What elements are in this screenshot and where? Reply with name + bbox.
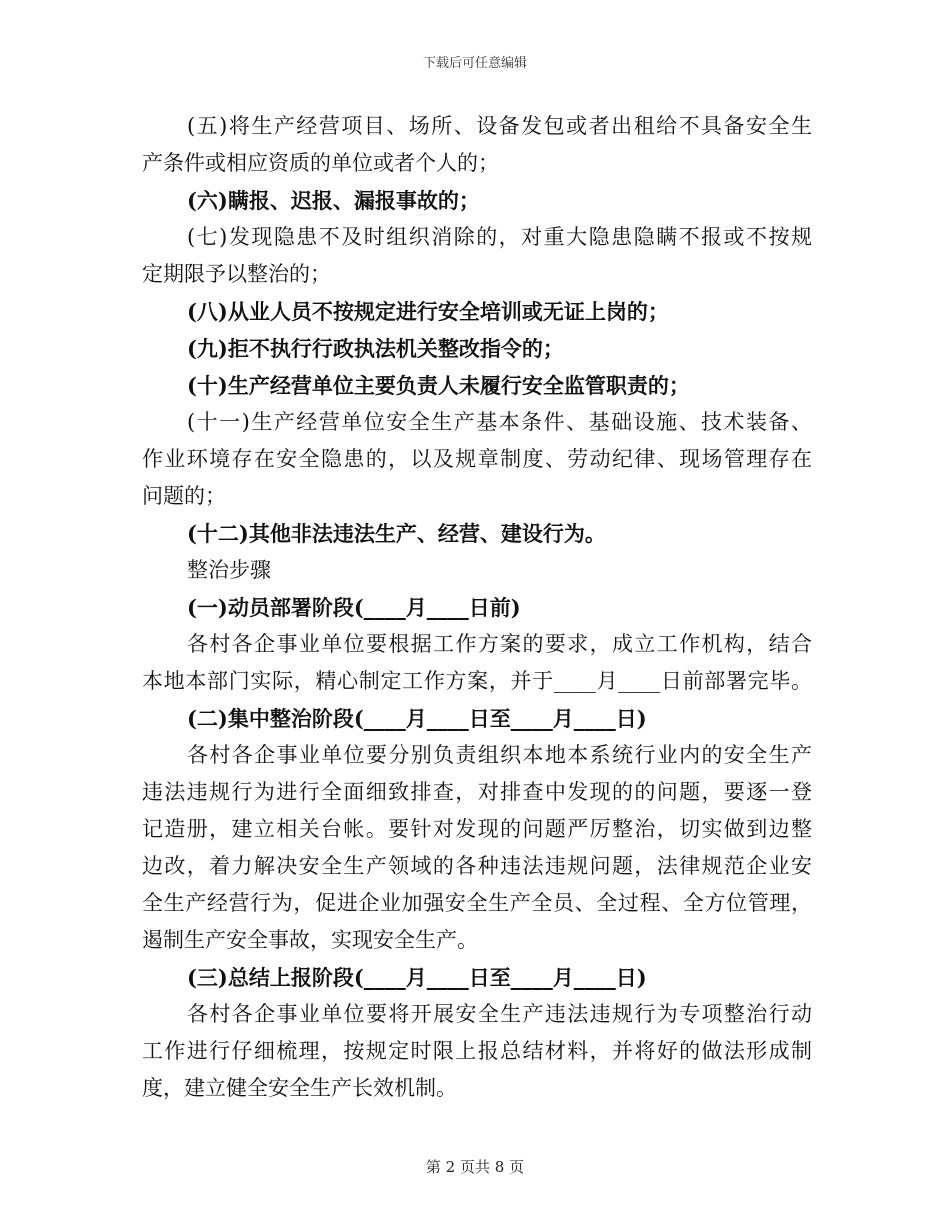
stage-heading: (二)集中整治阶段(____月____日至____月____日) bbox=[187, 706, 647, 731]
paragraph-line: 工作进行仔细梳理，按规定时限上报总结材料，并将好的做法形成制 bbox=[142, 1039, 812, 1063]
paragraph-line: 全生产经营行为，促进企业加强安全生产全员、全过程、全方位管理， bbox=[142, 891, 812, 915]
list-item: (十)生产经营单位主要负责人未履行安全监管职责的； bbox=[187, 373, 690, 398]
paragraph-line: 遏制生产安全事故，实现安全生产。 bbox=[142, 928, 478, 952]
paragraph-line: (五)将生产经营项目、场所、设备发包或者出租给不具备安全生 bbox=[187, 114, 812, 138]
paragraph-line: 各村各企事业单位要根据工作方案的要求，成立工作机构，结合 bbox=[187, 632, 812, 656]
paragraph-line: 各村各企事业单位要将开展安全生产违法违规行为专项整治行动 bbox=[187, 1002, 812, 1026]
stage-heading: (三)总结上报阶段(____月____日至____月____日) bbox=[187, 965, 647, 990]
list-item: (八)从业人员不按规定进行安全培训或无证上岗的； bbox=[187, 299, 669, 324]
paragraph-line: 定期限予以整治的； bbox=[142, 262, 331, 286]
paragraph-line: 记造册，建立相关台帐。要针对发现的问题严厉整治，切实做到边整 bbox=[142, 817, 812, 841]
page-footer: 第 2 页共 8 页 bbox=[425, 1158, 525, 1176]
paragraph-line: 边改，着力解决安全生产领域的各种违法违规问题，法律规范企业安 bbox=[142, 854, 812, 878]
paragraph-line: 作业环境存在安全隐患的，以及规章制度、劳动纪律、现场管理存在 bbox=[142, 447, 812, 471]
page-header: 下载后可任意编辑 bbox=[422, 56, 527, 71]
list-item: (六)瞒报、迟报、漏报事故的； bbox=[187, 188, 480, 213]
paragraph-line: 本地本部门实际，精心制定工作方案，并于____月____日前部署完毕。 bbox=[142, 669, 812, 693]
list-item: (十二)其他非法违法生产、经营、建设行为。 bbox=[187, 521, 606, 546]
paragraph-line: 违法违规行为进行全面细致排查，对排查中发现的的问题，要逐一登 bbox=[142, 780, 812, 804]
list-item: (九)拒不执行行政执法机关整改指令的； bbox=[187, 336, 564, 361]
paragraph-line: (十一)生产经营单位安全生产基本条件、基础设施、技术装备、 bbox=[187, 410, 812, 434]
stage-heading: (一)动员部署阶段(____月____日前) bbox=[187, 595, 521, 620]
section-heading: 整治步骤 bbox=[187, 558, 271, 582]
document-body bbox=[142, 108, 812, 1107]
paragraph-line: 度，建立健全安全生产长效机制。 bbox=[142, 1076, 457, 1100]
paragraph-line: (七)发现隐患不及时组织消除的，对重大隐患隐瞒不报或不按规 bbox=[187, 225, 812, 249]
paragraph-line: 各村各企事业单位要分别负责组织本地本系统行业内的安全生产 bbox=[187, 743, 812, 767]
paragraph-line: 问题的； bbox=[142, 484, 226, 508]
paragraph-line: 产条件或相应资质的单位或者个人的； bbox=[142, 151, 499, 175]
